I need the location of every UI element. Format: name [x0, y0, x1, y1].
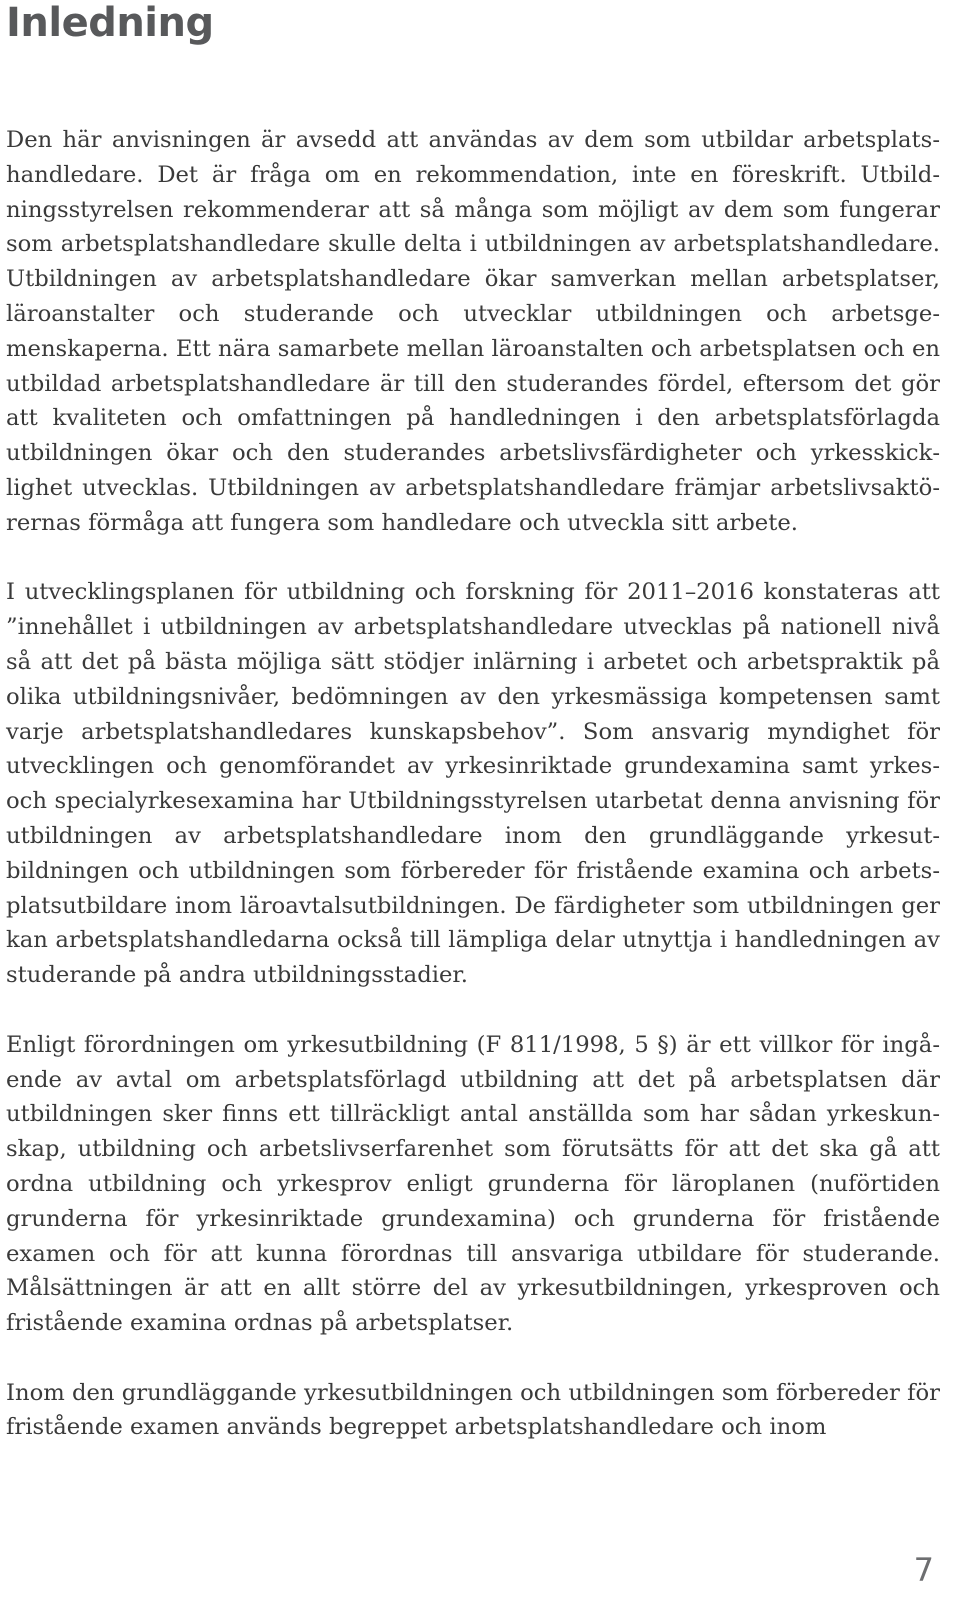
paragraph-development-plan: I utvecklingsplanen för utbildning och forskning för 2011–2016 konstateras att ”innehållet i utbildningen av arbetsplatshandledare utvecklas på nationell nivå så att det på bästa möjliga sätt stödjer inlärning i arbetet och arbetspraktik på olika utbildningsnivåer, bedömningen av den yrkesmässiga kompetensen samt varje arbetsplatshandledares kunskapsbehov”. Som ansvarig myndighet för utvecklingen och genomförandet av yrkesinriktade grundexamina samt yrkes- och specialyrkesexamina har Utbildningsstyrelsen utarbetat denna anvisning för utbildningen av arbetsplatshandledare inom den grundläggande yrkesutbildningen och utbildningen som förbereder för fristående examina och arbetsplatsutbildare inom läroavtalsutbildningen. De färdigheter som utbildningen ger kan arbetsplatshandledarna också till lämpliga delar utnyttja i handledningen av studerande på andra utbildningsstadier. — [6, 579, 940, 989]
page-number: 7 — [913, 1551, 934, 1589]
page-title: Inledning — [6, 0, 214, 46]
paragraph-terminology: Inom den grundläggande yrkesutbildningen och utbildningen som förbereder för fristående examen används begreppet arbetsplatshandledare och inom — [6, 1379, 940, 1441]
paragraph-regulation: Enligt förordningen om yrkesutbildning (F 811/1998, 5 §) är ett villkor för ingående av avtal om arbetsplatsförlagd utbildning att det på arbetsplatsen där utbildningen sker finns ett tillräckligt antal anställda som har sådan yrkeskunskap, utbildning och arbetslivserfarenhet som förutsätts för att det ska gå att ordna utbildning och yrkesprov enligt grunderna för läroplanen (nuförtiden grunderna för yrkesinriktade grundexamina) och grunderna för fristående examen och för att kunna förordnas till ansvariga utbildare för studerande. Målsättningen är att en allt större del av yrkesutbildningen, yrkesproven och fristående examina ordnas på arbetsplatser. — [6, 1031, 940, 1337]
paragraph-intro: Den här anvisningen är avsedd att användas av dem som utbildar arbetsplatshandledare. Det är fråga om en rekommendation, inte en föreskrift. Utbildningsstyrelsen rekommenderar att så många som möjligt av dem som fungerar som arbetsplatshandledare skulle delta i utbildningen av arbetsplatshandledare. Utbildningen av arbetsplatshandledare ökar samverkan mellan arbetsplatser, läroanstalter och studerande och utvecklar utbildningen och arbetsgemenskaperna. Ett nära samarbete mellan läroanstalten och arbetsplatsen och en utbildad arbetsplatshandledare är till den studerandes fördel, eftersom det gör att kvaliteten och omfattningen på handledningen i den arbetsplatsförlagda utbildningen ökar och den studerandes arbetslivsfärdigheter och yrkesskicklighet utvecklas. Utbildningen av arbetsplatshandledare främjar arbetslivsaktörernas förmåga att fungera som handledare och utveckla sitt arbete. — [6, 127, 940, 536]
body-text — [6, 123, 940, 1445]
